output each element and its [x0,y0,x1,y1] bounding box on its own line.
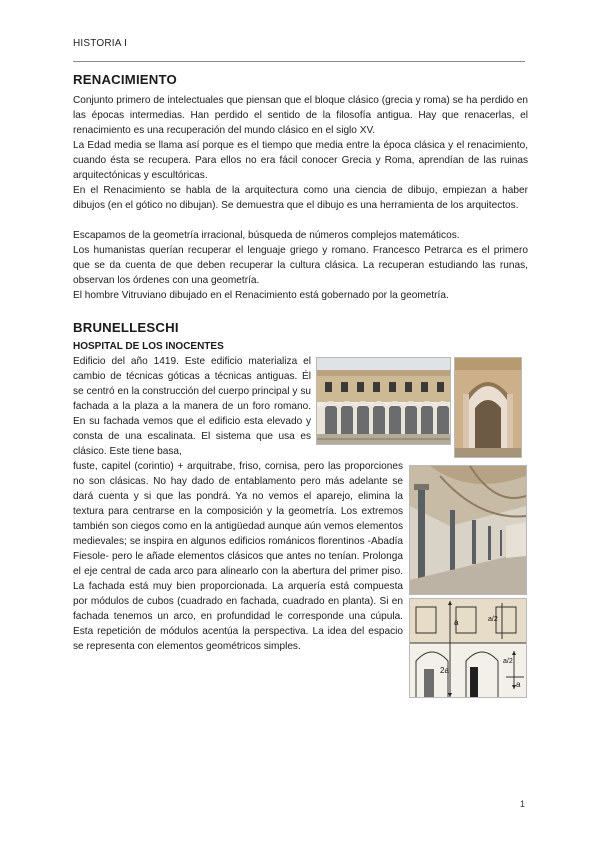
paragraph: El hombre Vitruviano dibujado en el Renacimiento está gobernado por la geometría. [73,290,449,301]
photo-portico-perspective [409,465,527,595]
paragraph: La Edad media se llama así porque es el tiempo que media entre la época clásica y el renacimiento, cuando ésta se recupera. Para ellos no era fácil conocer Grecia y Roma, aprendían de las ruinas arquitectónicas y escultóricas. [73,140,528,181]
paragraph: Escapamos de la geometría irracional, búsqueda de números complejos matemáticos. [73,230,460,241]
page-number: 1 [520,799,526,809]
photo-hospital-facade [316,357,451,445]
page-header: HISTORIA I [73,38,128,49]
paragraph: Los humanistas querían recuperar el lenguaje griego y romano. Francesco Petrarca es el primero que se da cuenta de que deben recuperar la cultura clásica. La recuperan estudiando las runas, observan los órdenes con una geometría. [73,245,528,286]
diagram-label-a-2: a [516,680,521,689]
diagram-label-a-half-2: a/2 [503,658,513,665]
paragraph: En el Renacimiento se habla de la arquitectura como una ciencia de dibujo, empiezan a haber dibujos (en el gótico no dibujan). Se demuestra que el dibujo es una herramienta de los arquitectos. [73,185,528,211]
diagram-label-2a: 2a [440,666,449,675]
header-divider [73,61,525,62]
paragraph: fuste, capitel (corintio) + arquitrabe, friso, cornisa, pero las proporciones no son clásicas. No hay dado de entablamento pero más adelante se dará cuenta y si que las pondrá. Ya no vemos el aparejo, elimina la textura para centrarse en la composición y la geometría. Los extremos también son ciegos como en la antigüedad aunque aún vemos elementos medievales; se inspira en algunos edificios románicos florentinos -Abadía Fiesole- pero le añade elementos clásicos que antes no tenían. Prolonga el eje central de cada arco para alinearlo con la abertura del primer piso. La fachada está muy bien proporcionada. La arquería está compuesta por módulos de cubos (cuadrado en fachada, cuadrado en planta). Si en fachada tenemos un arco, en profundidad le corresponde una cúpula. Esta repetición de módulos acentúa la perspectiva. La idea del espacio se representa con elementos geométricos simples. [73,461,403,652]
paragraph: Conjunto primero de intelectuales que piensan que el bloque clásico (grecia y roma) se ha perdido en las épocas intermedias. Han perdido el sentido de la filosofía antigua. Hay que renacerlas, el renacimiento es una recuperación del mundo clásico en el siglo XV. [73,95,528,136]
diagram-label-a: a [454,618,459,627]
photo-arch-bay [454,357,522,458]
subheading-hospital: HOSPITAL DE LOS INOCENTES [73,341,224,352]
diagram-label-a-half: a/2 [488,616,498,623]
section-heading-brunelleschi: BRUNELLESCHI [73,320,179,335]
section-heading-renacimiento: RENACIMIENTO [73,72,177,87]
diagram-facade-proportions [409,598,527,698]
paragraph: Edificio del año 1419. Este edificio materializa el cambio de técnicas góticas a técnicas antiguas. Él se centró en la construcción del cuerpo principal y su fachada a la plaza a la manera de un foro romano. En su fachada vemos que el edificio esta elevado y consta de una escalinata. El sistema que usa es clásico. Este tiene basa, [73,356,311,457]
